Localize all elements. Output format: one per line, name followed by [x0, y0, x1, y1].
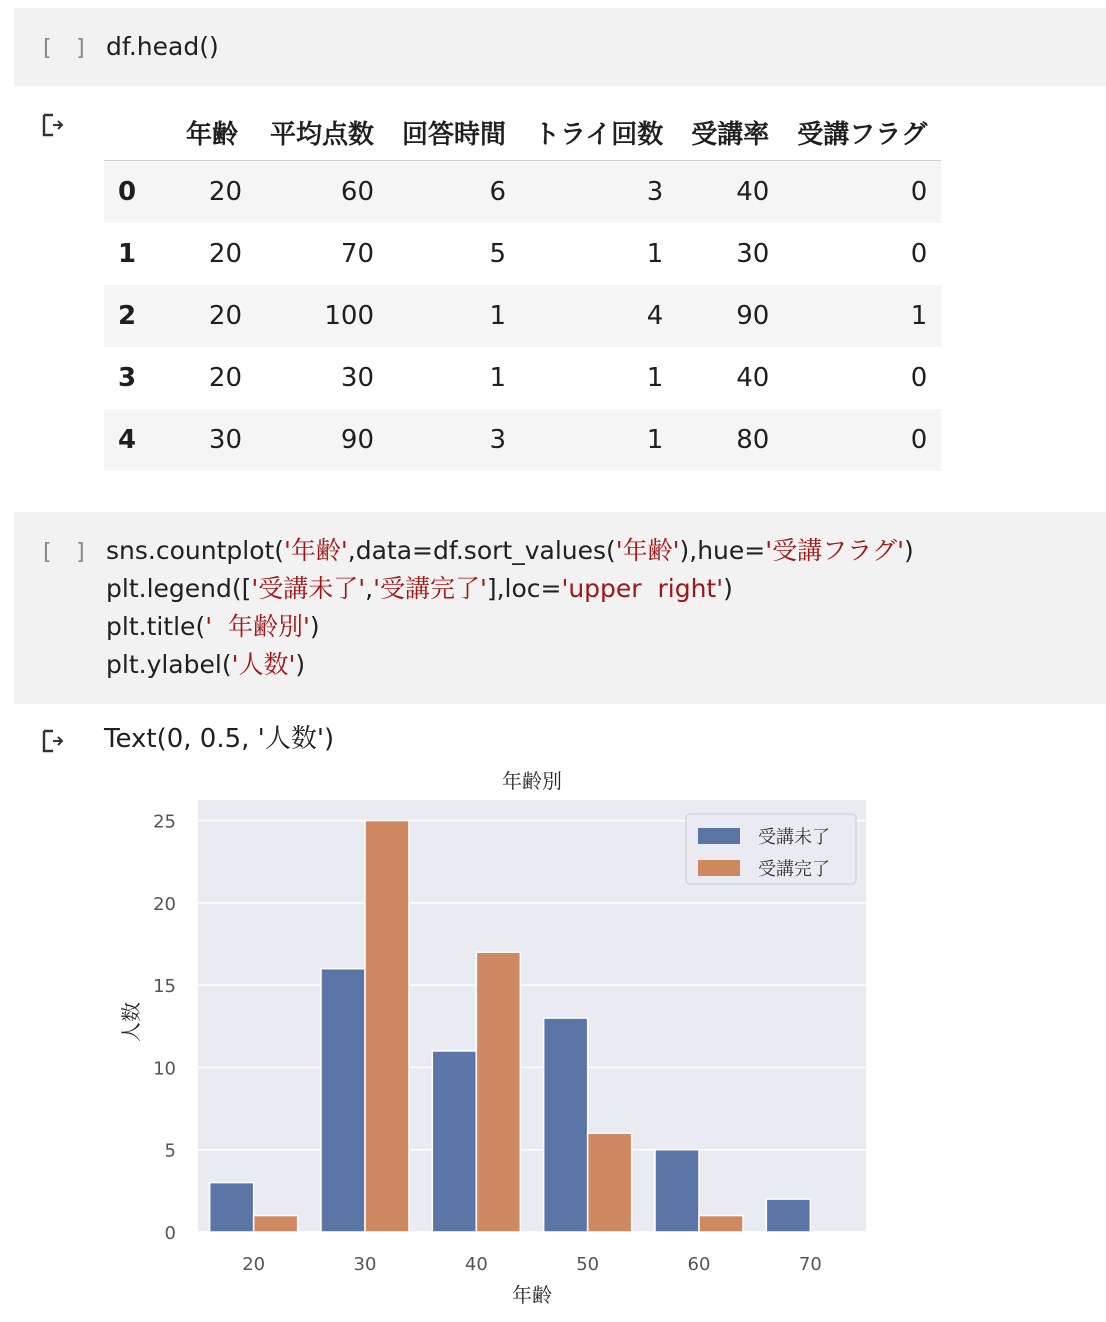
string-literal: '受講フラグ': [765, 536, 904, 565]
code-token: ],loc=: [486, 574, 562, 603]
column-header: 受講率: [677, 104, 783, 161]
column-header: 年齢: [172, 104, 256, 161]
x-tick-label: 30: [353, 1254, 377, 1275]
countplot-chart: [100, 760, 900, 1320]
column-header: トライ回数: [520, 104, 677, 161]
code-line[interactable]: [106, 532, 914, 570]
code-cell-1[interactable]: [14, 8, 1106, 86]
string-literal: ' 年齢別': [205, 612, 310, 641]
y-tick-label: 10: [153, 1058, 176, 1080]
bar-受講未了-30: [321, 969, 365, 1232]
code-line[interactable]: [106, 608, 914, 646]
x-tick-label: 20: [242, 1254, 266, 1275]
run-cell-button[interactable]: [ ]: [40, 540, 92, 565]
column-header: 受講フラグ: [783, 104, 941, 161]
code-token: ): [723, 574, 733, 603]
table-cell: 60: [256, 161, 388, 224]
legend-label: 受講完了: [758, 859, 830, 880]
y-tick-label: 20: [153, 893, 176, 915]
table-cell: 20: [208, 239, 242, 269]
bar-受講完了-40: [476, 952, 520, 1232]
code-token: plt.title(: [106, 612, 206, 641]
table-cell: 0: [910, 363, 928, 393]
bar-受講完了-20: [254, 1216, 298, 1232]
table-cell: 30: [736, 239, 770, 269]
table-row: [104, 223, 941, 285]
y-axis-label: 人数: [119, 1002, 143, 1042]
y-tick-label: 15: [153, 976, 176, 998]
code-token: sns.countplot(: [106, 536, 285, 565]
code-cell-2[interactable]: [14, 512, 1106, 704]
table-cell: 90: [677, 285, 783, 347]
table-cell: 1: [388, 285, 520, 347]
legend-swatch: [698, 860, 740, 876]
row-index: 1: [118, 239, 137, 269]
dataframe-table: [104, 104, 941, 471]
bar-受講未了-40: [432, 1051, 476, 1232]
y-tick-label: 0: [164, 1223, 176, 1244]
x-tick-label: 60: [687, 1254, 711, 1275]
table-header-row: [104, 104, 941, 161]
table-cell: 30: [172, 409, 256, 471]
bar-受講完了-50: [588, 1133, 632, 1232]
table-row: [104, 161, 941, 224]
column-header: 平均点数: [256, 104, 388, 161]
table-cell: 3: [388, 409, 520, 471]
string-literal: '人数': [231, 650, 296, 679]
row-index: 4: [104, 409, 172, 471]
bar-受講完了-30: [365, 821, 409, 1232]
x-tick-label: 50: [576, 1254, 600, 1275]
table-cell: 0: [783, 409, 941, 471]
table-row: [104, 285, 941, 347]
table-cell: 0: [783, 161, 941, 224]
output-arrow-icon: [40, 728, 66, 754]
string-literal: '受講完了': [373, 574, 487, 603]
table-cell: 20: [172, 161, 256, 224]
code-editor[interactable]: [106, 532, 914, 684]
x-tick-label: 70: [798, 1254, 822, 1275]
code-line[interactable]: [106, 646, 914, 684]
row-index: 3: [118, 363, 137, 393]
string-literal: '受講未了': [251, 574, 366, 603]
legend-swatch: [698, 828, 740, 844]
table-cell: 20: [172, 285, 256, 347]
run-cell-button[interactable]: [ ]: [40, 36, 92, 61]
bar-受講未了-20: [210, 1183, 254, 1232]
table-row: [104, 347, 941, 409]
table-cell: 1: [520, 409, 677, 471]
table-cell: 6: [388, 161, 520, 224]
y-tick-label: 25: [153, 811, 176, 833]
code-token: ,: [365, 574, 374, 603]
code-token: ),hue=: [679, 536, 766, 565]
bar-受講未了-70: [766, 1199, 810, 1232]
table-cell: 0: [910, 239, 928, 269]
y-tick-label: 5: [164, 1140, 176, 1162]
table-cell: 1: [783, 285, 941, 347]
x-tick-label: 40: [464, 1254, 488, 1275]
string-literal: '年齢': [615, 536, 680, 565]
table-row: [104, 409, 941, 471]
string-literal: 'upper right': [561, 574, 724, 603]
table-cell: 80: [677, 409, 783, 471]
table-cell: 3: [520, 161, 677, 224]
bar-受講未了-50: [544, 1018, 588, 1232]
code-token: plt.ylabel(: [106, 650, 232, 679]
code-line[interactable]: df.head(): [106, 32, 219, 61]
legend-label: 受講未了: [758, 827, 830, 848]
table-cell: 1: [646, 239, 664, 269]
table-cell: 20: [208, 363, 242, 393]
column-header: 回答時間: [388, 104, 520, 161]
table-cell: 4: [520, 285, 677, 347]
table-cell: 40: [677, 161, 783, 224]
code-line[interactable]: [106, 570, 914, 608]
code-token: ,data=df.sort_values(: [347, 536, 616, 565]
code-token: ): [309, 612, 320, 641]
index-header: [104, 104, 172, 161]
table-cell: 5: [489, 239, 507, 269]
table-cell: 30: [340, 363, 375, 393]
x-axis-label: 年齢: [512, 1283, 552, 1307]
row-index: 2: [104, 285, 172, 347]
text-output: Text(0, 0.5, '人数'): [104, 724, 335, 754]
output-arrow-icon: [40, 112, 66, 138]
bar-受講未了-60: [655, 1150, 699, 1232]
table-cell: 40: [736, 363, 770, 393]
row-index: 0: [104, 161, 172, 224]
table-cell: 90: [256, 409, 388, 471]
table-cell: 1: [646, 363, 664, 393]
chart-title: 年齢別: [502, 769, 562, 793]
code-token: ): [903, 536, 914, 565]
table-cell: 1: [489, 363, 507, 393]
bar-受講完了-60: [699, 1216, 743, 1232]
table-cell: 70: [340, 239, 375, 269]
code-token: ): [295, 650, 306, 679]
table-cell: 100: [256, 285, 388, 347]
code-token: plt.legend([: [106, 574, 252, 603]
string-literal: '年齢': [284, 536, 348, 565]
